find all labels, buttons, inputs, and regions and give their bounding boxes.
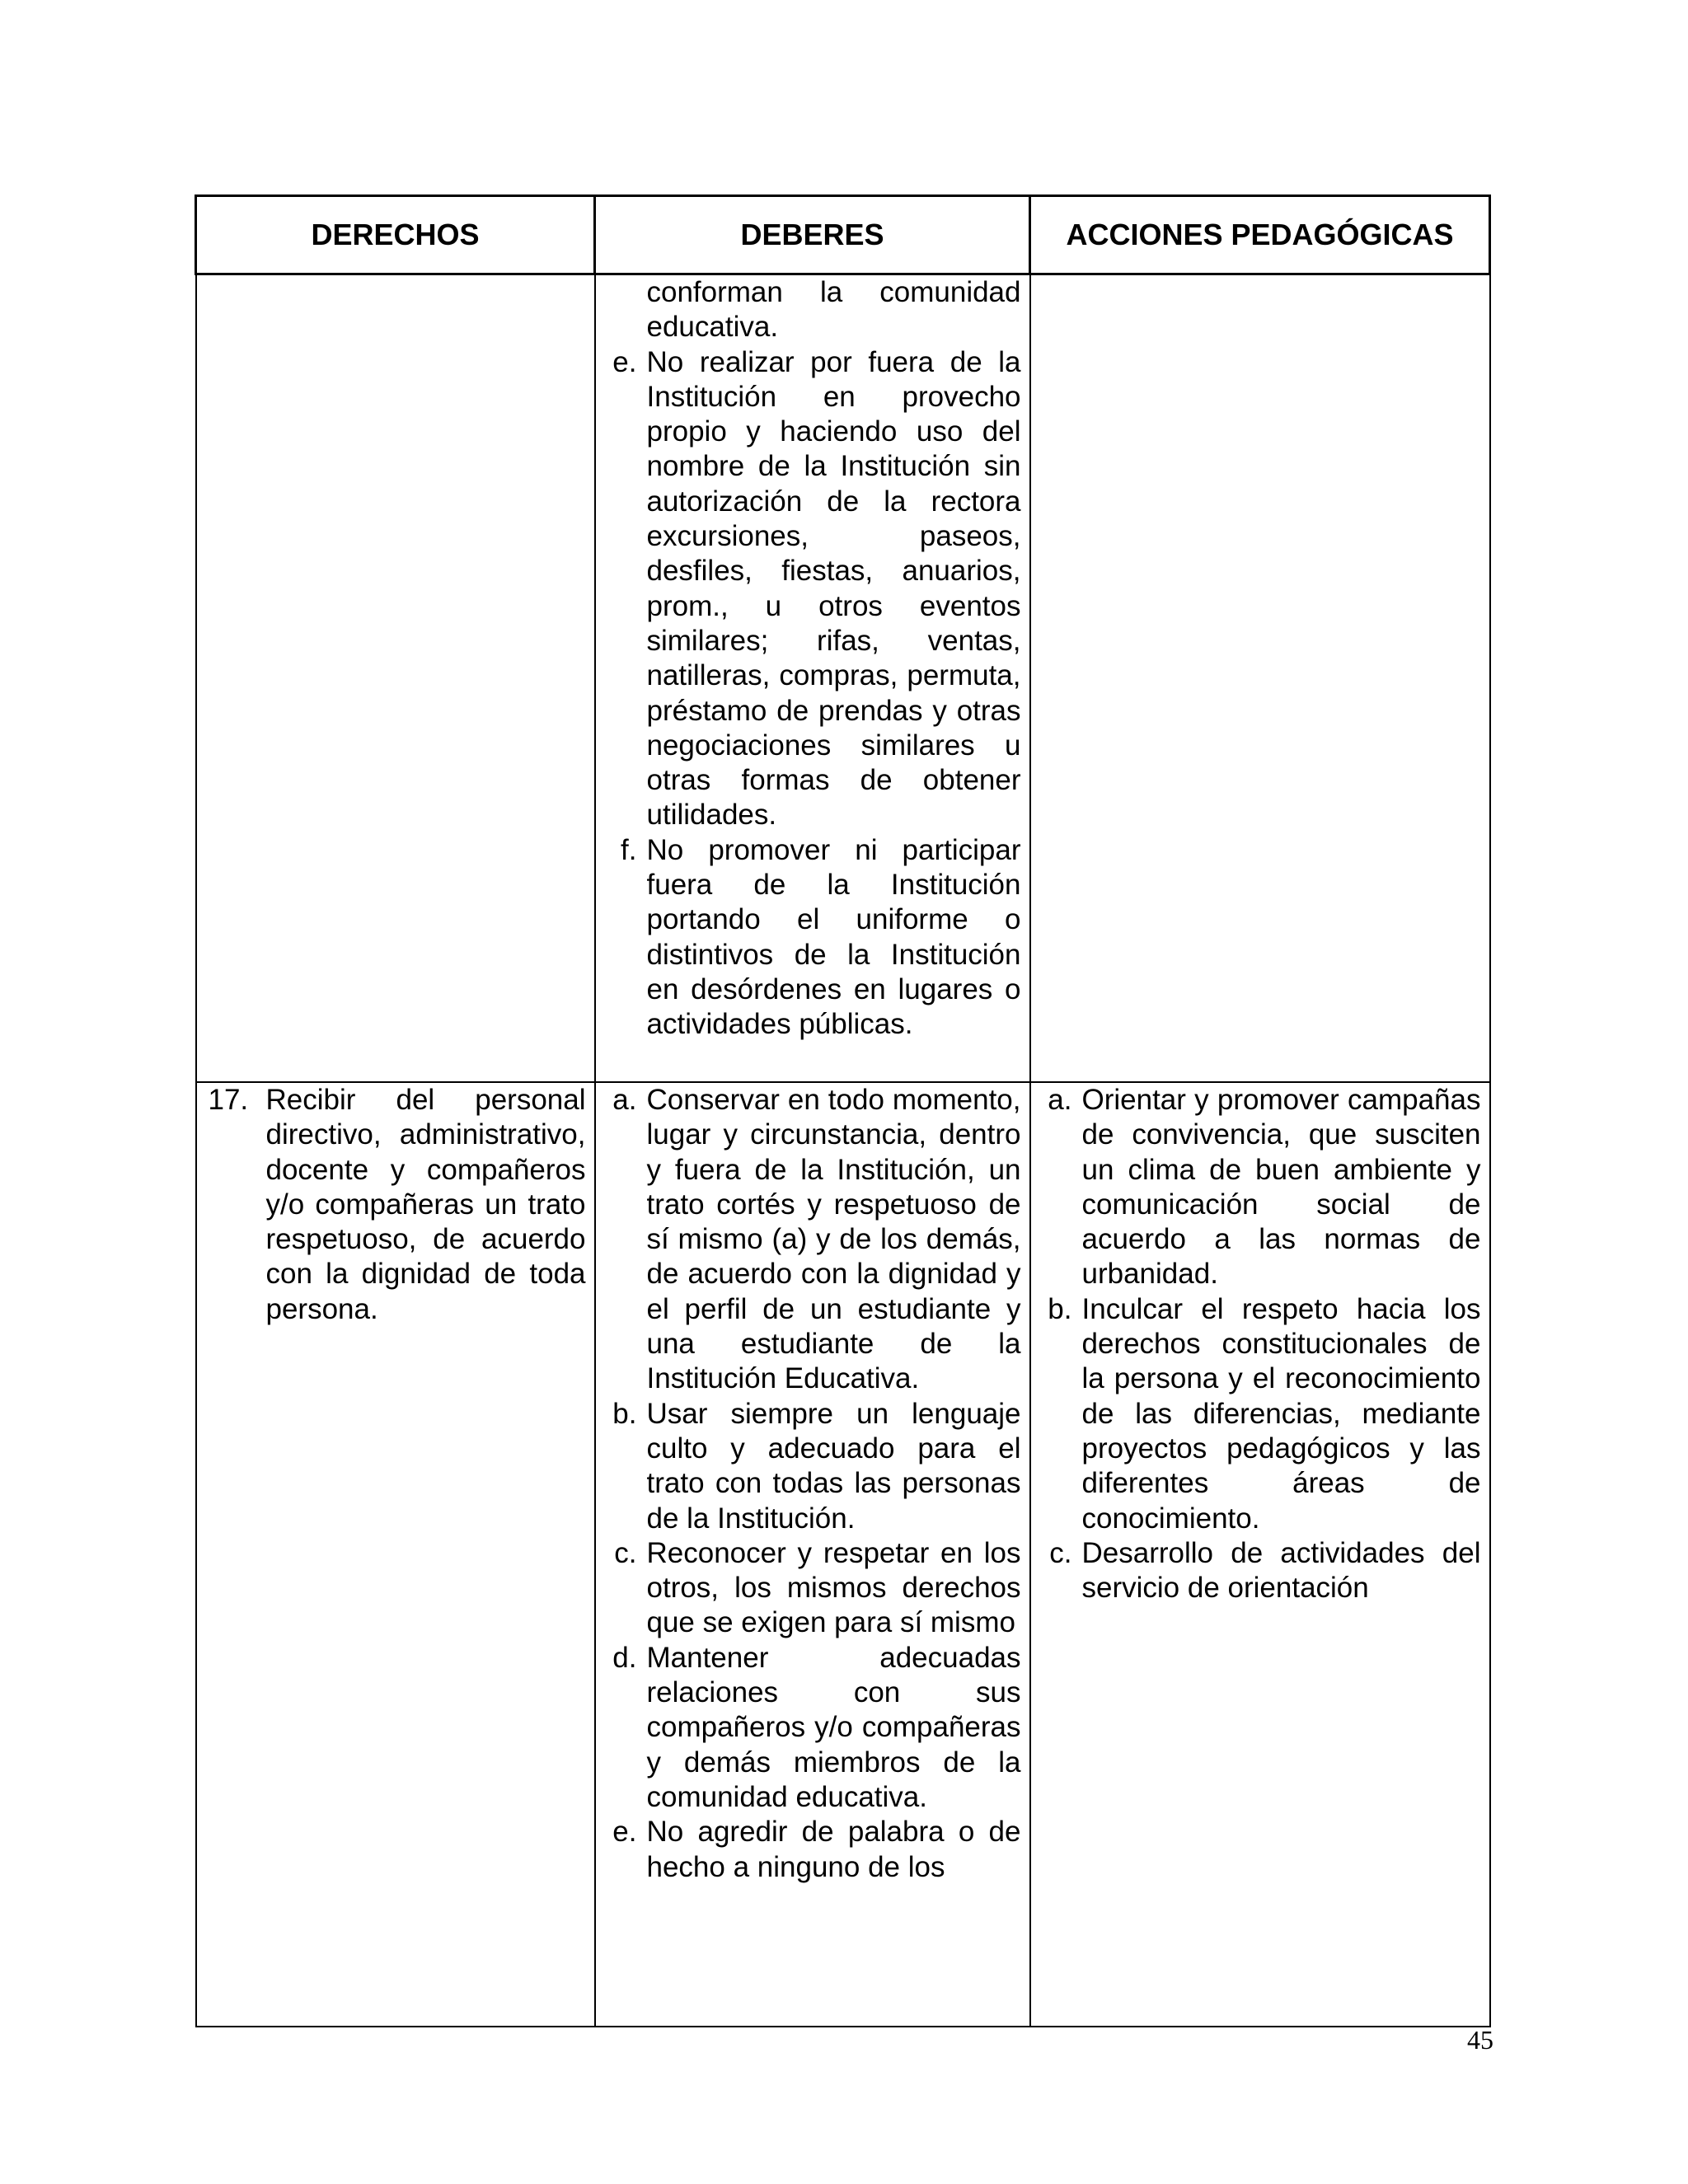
- list-item-text: No realizar por fuera de la Institución en provecho propio y haciendo uso del nombre de la Institución sin autorización de la rectora excursiones, paseos, desfiles, fiestas, anuarios, prom., u otros eventos similares; rifas, ventas, natilleras, compras, permuta, préstamo de prendas y otras negociaciones similares u otras formas de obtener utilidades.: [646, 345, 1021, 832]
- deberes-cell: [595, 1082, 1030, 2027]
- list-marker: a.: [612, 1084, 637, 1116]
- list-item: [606, 1536, 1021, 1641]
- derechos-cell-empty: [196, 274, 595, 1083]
- list-item: [1041, 1292, 1481, 1536]
- list-marker: e.: [612, 1816, 637, 1849]
- list-item: [606, 275, 1021, 345]
- list-item-text: Orientar y promover campañas de convivencia, que susciten un clima de buen ambiente y comunicación social de acuerdo a las normas de urbanidad.: [1081, 1084, 1481, 1291]
- derechos-cell: [196, 1082, 595, 2027]
- list-marker: c.: [1049, 1536, 1072, 1569]
- list-item-text: Reconocer y respetar en los otros, los mismos derechos que se exigen para sí mismo: [646, 1536, 1021, 1639]
- list-item-text: Recibir del personal directivo, administrativo, docente y compañeros y/o compañeras un trato respetuoso, de acuerdo con la dignidad de toda persona.: [265, 1084, 586, 1325]
- header-deberes: DEBERES: [595, 196, 1030, 274]
- list-marker: b.: [1048, 1292, 1072, 1325]
- list-item-text: Conservar en todo momento, lugar y circunstancia, dentro y fuera de la Institución, un trato cortés y respetuoso de sí mismo (a) y de los demás, de acuerdo con la dignidad y el perfil de un estudiante y una estudiante de la Institución Educativa.: [646, 1084, 1021, 1395]
- list-marker: d.: [612, 1641, 637, 1674]
- list-item-text: conforman la comunidad educativa.: [646, 276, 1021, 344]
- list-item: [606, 1083, 1021, 1397]
- page-number: 45: [1467, 2025, 1493, 2055]
- table-row-17: [196, 1082, 1490, 2027]
- list-item-text: No agredir de palabra o de hecho a ninguno de los: [646, 1816, 1021, 1883]
- list-marker: 17.: [208, 1084, 249, 1116]
- list-item-text: Desarrollo de actividades del servicio de orientación: [1081, 1536, 1481, 1605]
- list-marker: e.: [612, 345, 637, 378]
- list-item: [1041, 1536, 1481, 1606]
- list-item: [1041, 1083, 1481, 1292]
- table-header-row: [196, 196, 1490, 274]
- list-marker: c.: [614, 1536, 637, 1569]
- deberes-cell: [595, 274, 1030, 1083]
- list-item: [606, 833, 1021, 1043]
- list-item: [606, 1641, 1021, 1815]
- header-acciones-pedagogicas: ACCIONES PEDAGÓGICAS: [1030, 196, 1490, 274]
- list-item: [606, 345, 1021, 833]
- list-marker: b.: [612, 1397, 637, 1430]
- list-item: [207, 1083, 586, 1327]
- list-item-text: Mantener adecuadas relaciones con sus compañeros y/o compañeras y demás miembros de la comunidad educativa.: [646, 1641, 1021, 1813]
- rights-duties-table: [195, 194, 1491, 2027]
- acciones-cell-empty: [1030, 274, 1490, 1083]
- list-item-text: Usar siempre un lenguaje culto y adecuado para el trato con todas las personas de la Institución.: [646, 1397, 1021, 1535]
- list-item: [606, 1815, 1021, 1885]
- acciones-cell: [1030, 1082, 1490, 2027]
- list-marker: f.: [621, 833, 637, 866]
- list-marker: a.: [1048, 1084, 1072, 1116]
- list-item-text: No promover ni participar fuera de la Institución portando el uniforme o distintivos de la Institución en desórdenes en lugares o actividades públicas.: [646, 833, 1021, 1041]
- list-item: [606, 1397, 1021, 1536]
- table-row-continued: [196, 274, 1490, 1083]
- list-item-text: Inculcar el respeto hacia los derechos constitucionales de la persona y el reconocimiento de las diferencias, mediante proyectos pedagógicos y las diferentes áreas de conocimiento.: [1081, 1292, 1481, 1535]
- header-derechos: DERECHOS: [196, 196, 595, 274]
